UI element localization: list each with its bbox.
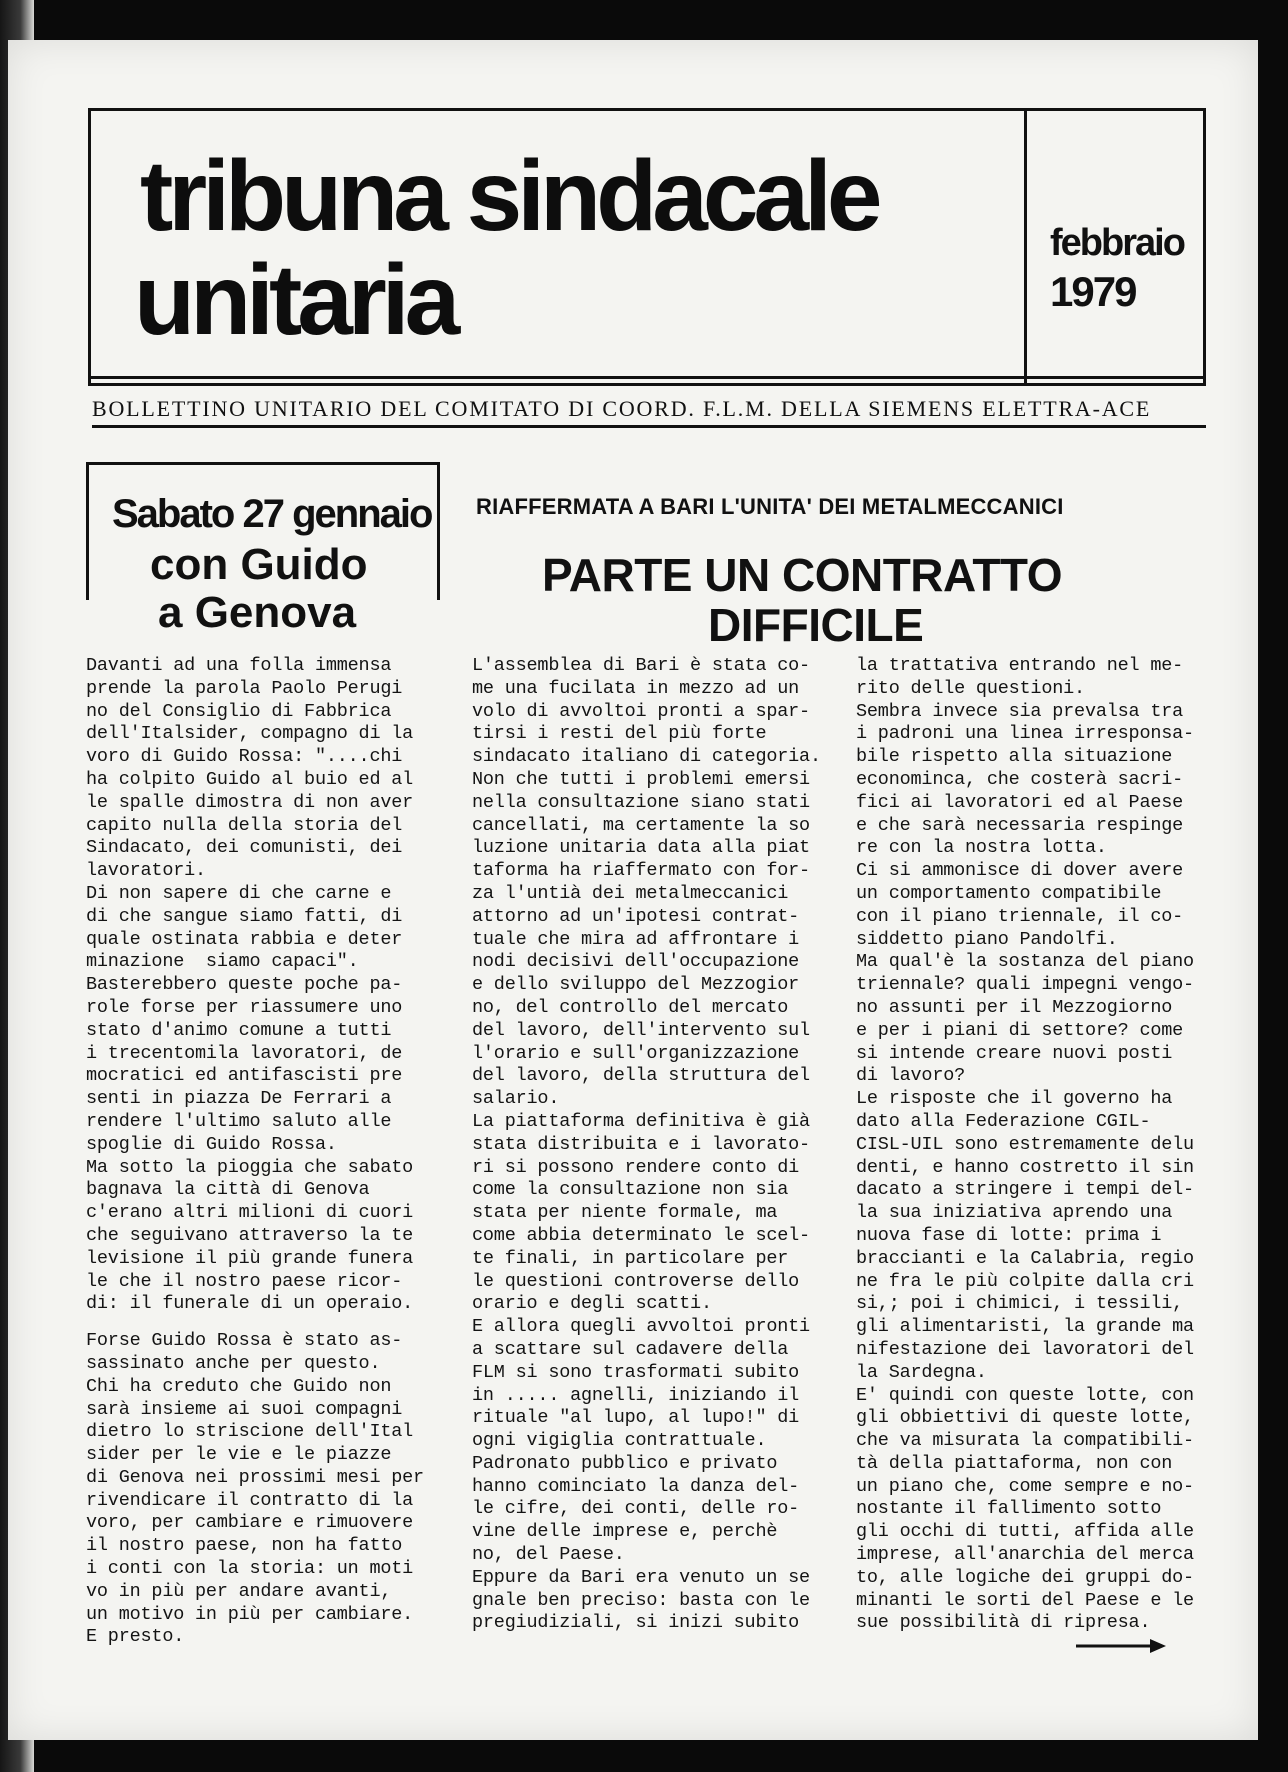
main-column-2-text	[856, 655, 1194, 1635]
text-line: sarà insieme ai suoi compagni	[86, 1398, 403, 1420]
text-line: ri si possono rendere conto di	[472, 1156, 800, 1178]
text-line: dato alla Federazione CGIL-	[856, 1110, 1151, 1132]
text-line: sindacato italiano di categoria.	[472, 746, 821, 768]
text-line: cancellati, ma certamente la so	[472, 814, 810, 836]
text-line: del lavoro, della struttura del	[472, 1065, 810, 1087]
text-line: e dello sviluppo del Mezzogior	[472, 974, 800, 996]
text-line: a scattare sul cadavere della	[472, 1338, 789, 1360]
right-arrow-icon	[1076, 1636, 1166, 1656]
text-line: di lavoro?	[856, 1065, 966, 1087]
text-line: tirsi i resti del più forte	[472, 723, 767, 745]
text-line: me una fucilata in mezzo ad un	[472, 677, 800, 699]
masthead-title-line2: unitaria	[134, 244, 456, 356]
text-line: levisione il più grande funera	[86, 1247, 414, 1269]
text-line: econominca, che costerà sacri-	[856, 768, 1184, 790]
text-line: tà della piattaforma, non con	[856, 1452, 1173, 1474]
text-line: ha colpito Guido al buio ed al	[86, 768, 414, 790]
text-line: minazione siamo capaci".	[86, 951, 359, 973]
text-line: Sembra invece sia prevalsa tra	[856, 700, 1184, 722]
text-line: FLM si sono trasformati subito	[472, 1361, 800, 1383]
text-line: re con la nostra lotta.	[856, 837, 1107, 859]
text-line: gnale ben preciso: basta con le	[472, 1589, 810, 1611]
text-line: rituale "al lupo, al lupo!" di	[472, 1407, 800, 1429]
text-line: i trecentomila lavoratori, de	[86, 1042, 403, 1064]
text-line: luzione unitaria data alla piat	[472, 837, 810, 859]
text-line: stato d'animo comune a tutti	[86, 1019, 392, 1041]
issue-month: febbraio	[1050, 222, 1184, 264]
left-headline-line2: con Guido	[150, 540, 368, 589]
paragraph-spacer	[86, 1316, 424, 1330]
main-headline-line2: DIFFICILE	[708, 599, 924, 651]
text-line: con il piano triennale, il co-	[856, 905, 1184, 927]
text-line: Forse Guido Rossa è stato as-	[86, 1330, 403, 1352]
text-line: za l'untià dei metalmeccanici	[472, 882, 789, 904]
text-line: bagnava la città di Genova	[86, 1179, 370, 1201]
text-line: un piano che, come sempre e no-	[856, 1475, 1194, 1497]
text-line: si intende creare nuovi posti	[856, 1042, 1173, 1064]
text-line: voro, per cambiare e rimuovere	[86, 1512, 414, 1534]
text-line: no, del Paese.	[472, 1544, 625, 1566]
text-line: il nostro paese, non ha fatto	[86, 1535, 403, 1557]
text-line: quale ostinata rabbia e deter	[86, 928, 403, 950]
text-line: salario.	[472, 1088, 560, 1110]
text-line: Sindacato, dei comunisti, dei	[86, 837, 403, 859]
text-line: spoglie di Guido Rossa.	[86, 1133, 337, 1155]
text-line: voro di Guido Rossa: "....chi	[86, 746, 403, 768]
main-article-column-1	[472, 655, 821, 1635]
text-line: CISL-UIL sono estremamente delu	[856, 1133, 1194, 1155]
masthead-divider	[1024, 108, 1027, 386]
issue-year: 1979	[1050, 268, 1136, 315]
main-headline-line1: PARTE UN CONTRATTO	[542, 549, 1062, 601]
text-line: sue possibilità di ripresa.	[856, 1612, 1151, 1634]
text-line: lavoratori.	[86, 860, 206, 882]
masthead-subtitle: BOLLETTINO UNITARIO DEL COMITATO DI COORD. F.L.M. DELLA SIEMENS ELETTRA-ACE	[92, 388, 1206, 428]
text-line: gli occhi di tutti, affida alle	[856, 1521, 1194, 1543]
text-line: no del Consiglio di Fabbrica	[86, 700, 392, 722]
text-line: Ma sotto la pioggia che sabato	[86, 1156, 414, 1178]
text-line: nuova fase di lotte: prima i	[856, 1224, 1162, 1246]
main-column-1-text	[472, 655, 821, 1635]
text-line: volo di avvoltoi pronti a spar-	[472, 700, 810, 722]
text-line: vo in più per andare avanti,	[86, 1580, 392, 1602]
text-line: Di non sapere di che carne e	[86, 882, 392, 904]
text-line: capito nulla della storia del	[86, 814, 403, 836]
text-line: no assunti per il Mezzogiorno	[856, 996, 1173, 1018]
text-line: Eppure da Bari era venuto un se	[472, 1566, 810, 1588]
left-headline-line1: Sabato 27 gennaio	[112, 492, 432, 536]
text-line: siddetto piano Pandolfi.	[856, 928, 1118, 950]
text-line: del lavoro, dell'intervento sul	[472, 1019, 810, 1041]
text-line: c'erano altri milioni di cuori	[86, 1202, 414, 1224]
text-line: un motivo in più per cambiare.	[86, 1603, 414, 1625]
text-line: si,; poi i chimici, i tessili,	[856, 1293, 1184, 1315]
main-kicker: RIAFFERMATA A BARI L'UNITA' DEI METALMECCANICI	[476, 494, 1064, 519]
text-line: nodi decisivi dell'occupazione	[472, 951, 800, 973]
text-line: gli alimentaristi, la grande ma	[856, 1316, 1194, 1338]
text-line: nella consultazione siano stati	[472, 791, 810, 813]
text-line: Le risposte che il governo ha	[856, 1088, 1173, 1110]
text-line: di che sangue siamo fatti, di	[86, 905, 403, 927]
text-line: dacato a stringere i tempi del-	[856, 1179, 1194, 1201]
text-line: pregiudiziali, si inizi subito	[472, 1612, 800, 1634]
text-line: le cifre, dei conti, delle ro-	[472, 1498, 800, 1520]
text-line: e per i piani di settore? come	[856, 1019, 1184, 1041]
text-line: rito delle questioni.	[856, 677, 1085, 699]
text-line: mocratici ed antifascisti pre	[86, 1065, 403, 1087]
text-line: prende la parola Paolo Perugi	[86, 677, 403, 699]
text-line: gli obbiettivi di queste lotte,	[856, 1407, 1194, 1429]
text-line: denti, e hanno costretto il sin	[856, 1156, 1194, 1178]
text-line: rivendicare il contratto di la	[86, 1489, 414, 1511]
text-line: che va misurata la compatibili-	[856, 1430, 1194, 1452]
text-line: sider per le vie e le piazze	[86, 1444, 392, 1466]
left-article-body	[86, 655, 424, 1649]
text-line: le spalle dimostra di non aver	[86, 791, 414, 813]
text-line: tuale che mira ad affrontare i	[472, 928, 800, 950]
text-line: di Genova nei prossimi mesi per	[86, 1466, 424, 1488]
text-line: i conti con la storia: un moti	[86, 1558, 414, 1580]
text-line: Davanti ad una folla immensa	[86, 655, 392, 676]
text-line: e che sarà necessaria respinge	[856, 814, 1184, 836]
text-line: La piattaforma definitiva è già	[472, 1110, 810, 1132]
text-line: i padroni una linea irresponsa-	[856, 723, 1194, 745]
text-line: taforma ha riaffermato con for-	[472, 860, 810, 882]
left-paragraph-1	[86, 655, 424, 1316]
text-line: fici ai lavoratori ed al Paese	[856, 791, 1184, 813]
text-line: le questioni controverse dello	[472, 1270, 800, 1292]
text-line: dell'Italsider, compagno di la	[86, 723, 414, 745]
text-line: Non che tutti i problemi emersi	[472, 768, 810, 790]
text-line: braccianti e la Calabria, regio	[856, 1247, 1194, 1269]
text-line: Padronato pubblico e privato	[472, 1452, 778, 1474]
text-line: role forse per riassumere uno	[86, 996, 403, 1018]
text-line: E allora quegli avvoltoi pronti	[472, 1316, 810, 1338]
text-line: in ..... agnelli, iniziando il	[472, 1384, 800, 1406]
text-line: ne fra le più colpite dalla cri	[856, 1270, 1194, 1292]
text-line: di: il funerale di un operaio.	[86, 1293, 414, 1315]
text-line: la sua iniziativa aprendo una	[856, 1202, 1173, 1224]
masthead-rule	[88, 376, 1206, 379]
text-line: imprese, all'anarchia del merca	[856, 1544, 1194, 1566]
text-line: la trattativa entrando nel me-	[856, 655, 1184, 676]
text-line: orario e degli scatti.	[472, 1293, 712, 1315]
text-line: sassinato anche per questo.	[86, 1352, 381, 1374]
text-line: Chi ha creduto che Guido non	[86, 1375, 392, 1397]
bracket-gap-right	[434, 600, 446, 644]
text-line: E presto.	[86, 1626, 185, 1648]
text-line: la Sardegna.	[856, 1361, 987, 1383]
text-line: nifestazione dei lavoratori del	[856, 1338, 1194, 1360]
masthead-title-line1: tribuna sindacale	[140, 140, 878, 252]
text-line: te finali, in particolare per	[472, 1247, 789, 1269]
text-line: che seguivano attraverso la te	[86, 1224, 414, 1246]
text-line: Ci si ammonisce di dover avere	[856, 860, 1184, 882]
text-line: stata per niente formale, ma	[472, 1202, 778, 1224]
text-line: triennale? quali impegni vengo-	[856, 974, 1194, 996]
text-line: senti in piazza De Ferrari a	[86, 1088, 392, 1110]
text-line: l'orario e sull'organizzazione	[472, 1042, 800, 1064]
text-line: le che il nostro paese ricor-	[86, 1270, 403, 1292]
main-article-column-2	[856, 655, 1194, 1635]
text-line: stata distribuita e i lavorato-	[472, 1133, 810, 1155]
text-line: bile rispetto alla situazione	[856, 746, 1173, 768]
text-line: E' quindi con queste lotte, con	[856, 1384, 1194, 1406]
left-paragraph-2	[86, 1330, 424, 1649]
text-line: dietro lo striscione dell'Ital	[86, 1421, 414, 1443]
text-line: un comportamento compatibile	[856, 882, 1162, 904]
text-line: minanti le sorti del Paese e le	[856, 1589, 1194, 1611]
text-line: hanno cominciato la danza del-	[472, 1475, 800, 1497]
text-line: L'assemblea di Bari è stata co-	[472, 655, 810, 676]
text-line: Ma qual'è la sostanza del piano	[856, 951, 1194, 973]
left-headline-line3: a Genova	[158, 588, 357, 637]
text-line: come la consultazione non sia	[472, 1179, 789, 1201]
text-line: no, del controllo del mercato	[472, 996, 789, 1018]
text-line: attorno ad un'ipotesi contrat-	[472, 905, 800, 927]
text-line: nostante il fallimento sotto	[856, 1498, 1162, 1520]
text-line: to, alle logiche dei gruppi do-	[856, 1566, 1194, 1588]
bracket-gap-left	[82, 600, 94, 644]
text-line: Basterebbero queste poche pa-	[86, 974, 403, 996]
text-line: vine delle imprese e, perchè	[472, 1521, 778, 1543]
text-line: rendere l'ultimo saluto alle	[86, 1110, 392, 1132]
text-line: ogni vigiglia contrattuale.	[472, 1430, 767, 1452]
text-line: come abbia determinato le scel-	[472, 1224, 810, 1246]
